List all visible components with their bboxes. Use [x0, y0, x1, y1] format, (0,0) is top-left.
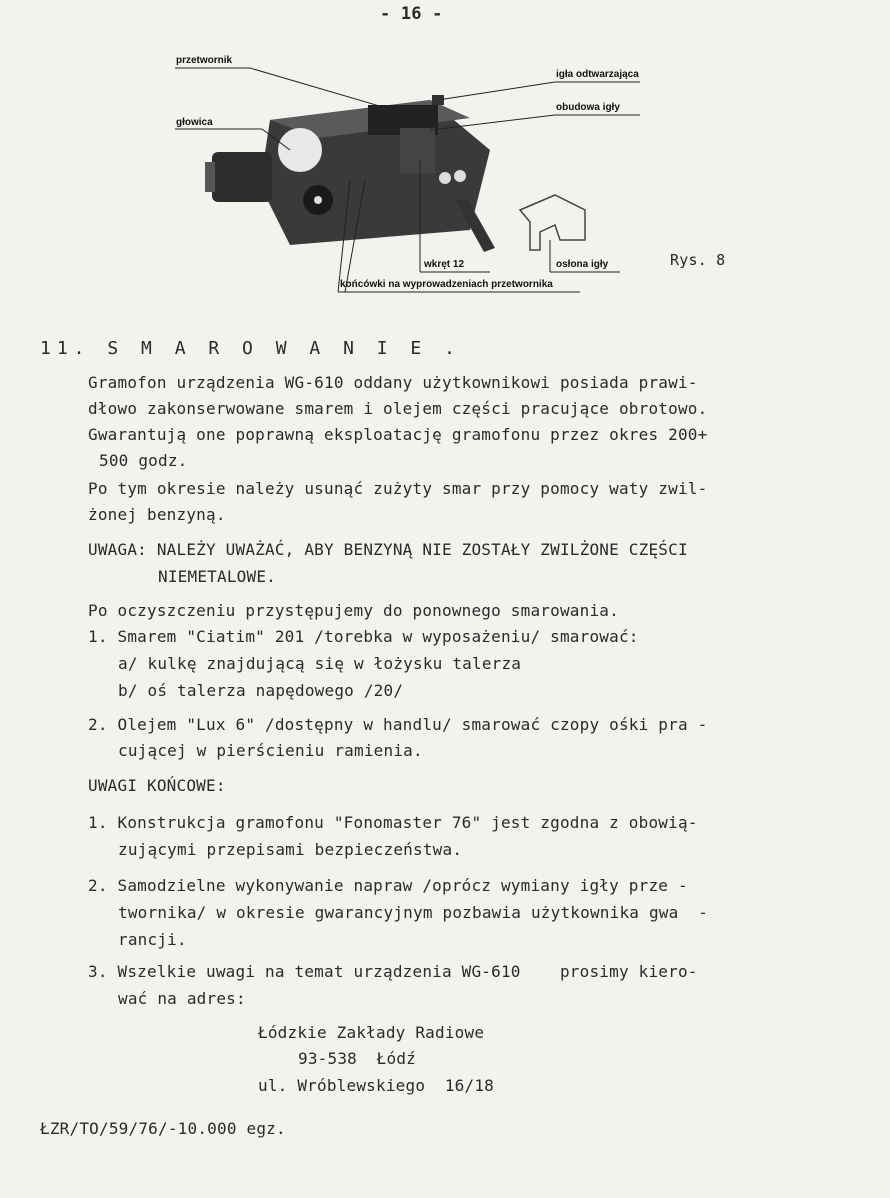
- paragraph-line: dłowo zakonserwowane smarem i olejem części pracujące obrotowo.: [88, 399, 708, 418]
- section-subheading: UWAGI KOŃCOWE:: [88, 776, 226, 795]
- label-obudowa: obudowa igły: [556, 102, 620, 113]
- shell-round-opening: [278, 128, 322, 172]
- list-subitem: a/ kulkę znajdującą się w łożysku talerza: [118, 654, 522, 673]
- list-item: 2. Samodzielne wykonywanie napraw /oprócz wymiany igły prze -: [88, 876, 688, 895]
- list-item: 1. Konstrukcja gramofonu "Fonomaster 76" jest zgodna z obowią-: [88, 813, 698, 832]
- print-footer: ŁZR/TO/59/76/-10.000 egz.: [40, 1119, 286, 1138]
- paragraph-line: Gramofon urządzenia WG-610 oddany użytkownikowi posiada prawi-: [88, 373, 698, 392]
- connector-plug: [212, 152, 272, 202]
- address-line: 93-538 Łódź: [298, 1049, 416, 1068]
- warning-line: UWAGA: NALEŻY UWAŻAĆ, ABY BENZYNĄ NIE ZOSTAŁY ZWILŻONE CZĘŚCI: [88, 540, 688, 559]
- paragraph-line: Po oczyszczeniu przystępujemy do ponownego smarowania.: [88, 601, 619, 620]
- list-item-cont: rancji.: [118, 930, 187, 949]
- label-wkret: wkręt 12: [424, 259, 465, 270]
- paragraph-line: Gwarantują one poprawną eksploatację gramofonu przez okres 200+: [88, 425, 708, 444]
- label-oslona: osłona igły: [556, 259, 609, 270]
- list-subitem: b/ oś talerza napędowego /20/: [118, 681, 404, 700]
- paragraph-line: Po tym okresie należy usunąć zużyty smar przy pomocy waty zwil-: [88, 479, 708, 498]
- label-przetwornik: przetwornik: [176, 55, 233, 66]
- list-item-cont: wać na adres:: [118, 989, 246, 1008]
- list-item: 1. Smarem "Ciatim" 201 /torebka w wyposażeniu/ smarować:: [88, 627, 639, 646]
- label-glowica: głowica: [176, 117, 213, 128]
- list-item-cont: twornika/ w okresie gwarancyjnym pozbawia użytkownika gwa -: [118, 903, 708, 922]
- list-item-cont: zującymi przepisami bezpieczeństwa.: [118, 840, 463, 859]
- list-item-cont: cującej w pierścieniu ramienia.: [118, 741, 423, 760]
- list-item: 3. Wszelkie uwagi na temat urządzenia WG-610 prosimy kiero-: [88, 962, 698, 981]
- address-line: ul. Wróblewskiego 16/18: [258, 1076, 494, 1095]
- list-item: 2. Olejem "Lux 6" /dostępny w handlu/ smarować czopy ośki pra -: [88, 715, 708, 734]
- address-line: Łódzkie Zakłady Radiowe: [258, 1023, 485, 1042]
- cartridge-figure: [0, 0, 890, 320]
- label-igla: igła odtwarzająca: [556, 69, 639, 80]
- warning-line: NIEMETALOWE.: [158, 567, 276, 586]
- label-koncowki: końcówki na wyprowadzeniach przetwornika: [340, 279, 553, 290]
- paragraph-line: żonej benzyną.: [88, 505, 226, 524]
- stylus-cover-drawing: [520, 195, 585, 250]
- section-heading: 11. S M A R O W A N I E .: [40, 338, 461, 359]
- paragraph-line: 500 godz.: [99, 451, 188, 470]
- figure-caption: Rys. 8: [670, 251, 726, 269]
- page-number: - 16 -: [380, 4, 443, 24]
